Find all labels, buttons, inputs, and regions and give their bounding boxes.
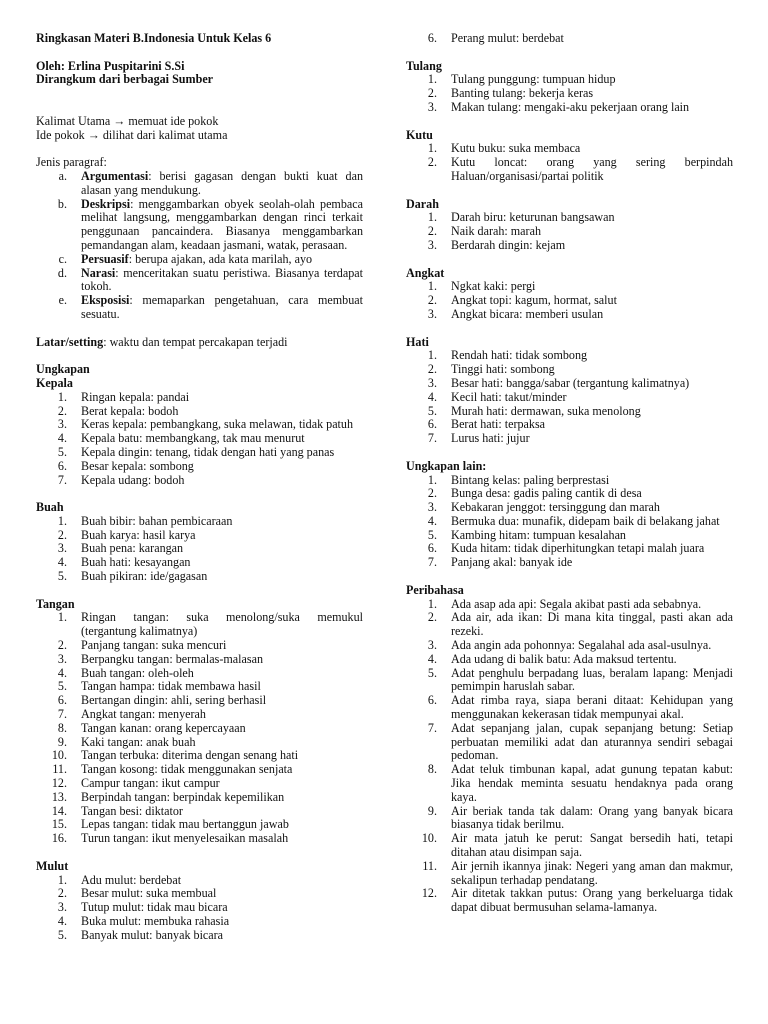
list-number: 2. <box>427 155 437 170</box>
section-heading: Ungkapan lain: <box>406 458 487 473</box>
list-text: Rendah hati: tidak sombong <box>451 348 588 363</box>
list-text: Kecil hati: takut/minder <box>451 389 567 404</box>
list-item <box>406 405 733 419</box>
list-text: Air ditetak takkan putus: Orang yang berkeluarga tidak dapat dibuat bermusuhan selama-lamanya. <box>451 886 733 915</box>
list-item <box>406 639 733 653</box>
list-item <box>406 529 733 543</box>
list-item <box>406 349 733 363</box>
list-number: 1. <box>427 210 437 225</box>
section-list <box>406 73 733 114</box>
list-number: 4. <box>57 914 67 928</box>
list-item <box>406 860 733 888</box>
list-text: Turun tangan: ikut menyelesaikan masalah <box>81 831 289 846</box>
left-sections <box>36 377 363 943</box>
list-number: 3. <box>57 900 67 915</box>
list-text: Keras kepala: pembangkang, suka melawan, tidak patuh <box>81 417 354 432</box>
paragraf-text: : berisi gagasan dengan bukti kuat dan alasan yang mendukung. <box>81 168 363 197</box>
list-text: Kutu buku: suka membaca <box>451 141 581 156</box>
latar-text: : waktu dan tempat percakapan terjadi <box>103 334 288 349</box>
list-number: 1. <box>427 348 437 363</box>
list-number: 7. <box>427 431 437 446</box>
list-item <box>36 418 363 432</box>
list-text: Naik darah: marah <box>451 224 541 239</box>
list-text: Kutu loncat: orang yang sering berpindah Haluan/organisasi/partai politik <box>451 155 733 183</box>
list-item <box>36 570 363 584</box>
section-heading: Buah <box>36 500 64 515</box>
list-text: Darah biru: keturunan bangsawan <box>451 210 615 225</box>
list-text: Adat rimba raya, siapa berani ditaat: Kehidupan yang menggunakan kekerasan tidak mempunyai akal. <box>451 693 733 722</box>
section-list <box>406 349 733 446</box>
list-number: 1. <box>427 279 437 294</box>
list-number: 5. <box>57 444 67 459</box>
list-text: Ringan kepala: pandai <box>81 389 190 404</box>
list-number: 1. <box>57 513 67 528</box>
list-item <box>36 749 363 763</box>
paragraf-text: : berupa ajakan, ada kata marilah, ayo <box>128 251 313 266</box>
list-text: Berat kepala: bodoh <box>81 403 179 418</box>
list-text: Berdarah dingin: kejam <box>451 237 566 252</box>
list-text: Ada udang di balik batu: Ada maksud tertentu. <box>451 651 677 666</box>
list-item <box>406 501 733 515</box>
list-item <box>36 611 363 639</box>
list-text: Adu mulut: berdebat <box>81 872 182 887</box>
list-number: 5. <box>57 679 67 694</box>
list-text: Bertangan dingin: ahli, sering berhasil <box>81 693 267 708</box>
list-text: Air mata jatuh ke perut: Sangat bersedih hati, tetapi ditahan atau disimpan saja. <box>451 831 733 860</box>
list-text: Makan tulang: mengaki-aku pekerjaan orang lain <box>451 99 690 114</box>
paragraf-term: Argumentasi <box>81 168 149 183</box>
list-text: Buka mulut: membuka rahasia <box>81 914 230 928</box>
list-text: Buah pena: karangan <box>81 541 184 556</box>
list-item <box>406 363 733 377</box>
list-number: 11. <box>52 762 67 777</box>
list-item <box>406 515 733 529</box>
list-item <box>406 211 733 225</box>
list-number: 9. <box>57 734 67 749</box>
paragraf-term: Persuasif <box>81 251 129 266</box>
list-text: Besar kepala: sombong <box>81 458 194 473</box>
list-item <box>406 73 733 87</box>
list-item <box>36 708 363 722</box>
list-item <box>406 763 733 804</box>
list-item <box>36 874 363 888</box>
document-title: Ringkasan Materi B.Indonesia Untuk Kelas 6 <box>36 31 272 45</box>
list-number: 3. <box>427 375 437 390</box>
list-text: Buah karya: hasil karya <box>81 527 196 542</box>
list-number: 5. <box>57 569 67 584</box>
list-number: 6. <box>427 31 437 45</box>
list-item <box>406 308 733 322</box>
list-text: Adat teluk timbunan kapal, adat gunung tepatan kabut: Jika hendak meminta sesuatu hendaknya pada orang kaya. <box>451 762 733 804</box>
list-number: 3. <box>427 237 437 252</box>
list-item <box>36 391 363 405</box>
list-item <box>36 901 363 915</box>
list-item <box>406 556 733 570</box>
list-number: 2. <box>427 486 437 501</box>
paragraf-term: Deskripsi <box>81 196 131 211</box>
list-item <box>36 929 363 943</box>
section-heading: Mulut <box>36 858 69 873</box>
list-number: 2. <box>57 527 67 542</box>
list-item <box>406 653 733 667</box>
paragraf-term: Eksposisi <box>81 293 130 308</box>
list-marker: b. <box>57 196 67 211</box>
list-number: 1. <box>427 596 437 611</box>
list-text: Kuda hitam: tidak diperhitungkan tetapi malah juara <box>451 541 705 556</box>
list-text: Banyak mulut: banyak bicara <box>81 927 224 942</box>
list-text: Tulang punggung: tumpuan hidup <box>451 72 616 87</box>
list-text: Air beriak tanda tak dalam: Orang yang banyak bicara biasanya tidak berilmu. <box>451 803 733 832</box>
list-item <box>36 667 363 681</box>
list-text: Kepala dingin: tenang, tidak dengan hati yang panas <box>81 444 335 459</box>
list-text: Buah hati: kesayangan <box>81 555 191 570</box>
list-number: 4. <box>57 665 67 680</box>
list-item <box>406 32 733 46</box>
list-number: 9. <box>427 803 437 818</box>
list-number: 1. <box>57 389 67 404</box>
paragraf-text: : menceritakan suatu peristiwa. Biasanya terdapat tokoh. <box>81 265 363 294</box>
ide-pokok-line: Ide pokok → dilihat dari kalimat utama <box>36 127 228 142</box>
kalimat-utama-line: Kalimat Utama → memuat ide pokok <box>36 113 219 128</box>
list-item <box>36 736 363 750</box>
list-item <box>36 639 363 653</box>
list-number: 1. <box>427 141 437 156</box>
list-number: 4. <box>57 431 67 446</box>
section-list <box>36 391 363 488</box>
list-number: 1. <box>57 872 67 887</box>
list-number: 2. <box>427 224 437 239</box>
list-item <box>406 805 733 833</box>
list-text: Ada angin ada pohonnya: Segalahal ada asal-usulnya. <box>451 638 712 653</box>
list-number: 2. <box>427 86 437 101</box>
list-number: 3. <box>57 651 67 666</box>
paragraf-list <box>36 170 363 322</box>
list-number: 7. <box>57 472 67 487</box>
list-number: 5. <box>57 927 67 942</box>
list-number: 14. <box>51 803 67 818</box>
list-item <box>406 611 733 639</box>
source-line: Dirangkum dari berbagai Sumber <box>36 72 214 87</box>
list-item <box>406 377 733 391</box>
list-text: Bunga desa: gadis paling cantik di desa <box>451 486 642 501</box>
section-heading: Tulang <box>406 58 442 73</box>
list-item <box>36 542 363 556</box>
paragraf-heading: Jenis paragraf: <box>36 155 107 170</box>
list-text: Buah bibir: bahan pembicaraan <box>81 513 233 528</box>
list-item <box>406 280 733 294</box>
left-column <box>36 32 363 943</box>
list-text: Ringan tangan: suka menolong/suka memukul (tergantung kalimatnya) <box>81 610 363 639</box>
list-number: 3. <box>57 541 67 556</box>
list-item <box>36 832 363 846</box>
list-number: 10. <box>421 831 437 846</box>
list-number: 6. <box>427 417 437 432</box>
list-text: Lurus hati: jujur <box>451 431 530 446</box>
list-item <box>36 405 363 419</box>
list-text: Buah pikiran: ide/gagasan <box>81 569 208 584</box>
paragraf-term: Narasi <box>81 265 116 280</box>
list-number: 15. <box>51 817 67 832</box>
list-number: 2. <box>57 638 67 653</box>
list-item <box>406 87 733 101</box>
list-item <box>406 474 733 488</box>
list-item <box>406 542 733 556</box>
mulut-continued-list <box>406 32 733 46</box>
list-item <box>406 598 733 612</box>
list-text: Berpangku tangan: bermalas-malasan <box>81 651 264 666</box>
list-number: 5. <box>427 403 437 418</box>
list-number: 5. <box>427 527 437 542</box>
list-item <box>406 142 733 156</box>
list-text: Ngkat kaki: pergi <box>451 279 536 294</box>
list-marker: c. <box>58 251 67 266</box>
list-text: Tangan kanan: orang kepercayaan <box>81 720 246 735</box>
list-text: Tangan hampa: tidak membawa hasil <box>81 679 261 694</box>
list-number: 2. <box>427 362 437 377</box>
paragraf-text: : memaparkan pengetahuan, cara membuat sesuatu. <box>81 293 363 321</box>
list-item <box>406 101 733 115</box>
list-item <box>406 487 733 501</box>
section-list <box>406 280 733 321</box>
list-item <box>36 887 363 901</box>
list-item <box>406 239 733 253</box>
list-marker: a. <box>58 168 67 183</box>
list-number: 8. <box>57 720 67 735</box>
list-text: Ada asap ada api: Segala akibat pasti ada sebabnya. <box>451 596 702 611</box>
list-text: Lepas tangan: tidak mau bertanggun jawab <box>81 817 289 832</box>
paragraf-item <box>36 294 363 322</box>
list-number: 5. <box>427 665 437 680</box>
right-column <box>406 32 733 915</box>
section-heading: Darah <box>406 196 439 211</box>
list-item <box>36 556 363 570</box>
list-text: Besar mulut: suka membual <box>81 886 217 901</box>
list-number: 10. <box>51 748 67 763</box>
section-heading: Kepala <box>36 375 73 390</box>
list-item <box>406 432 733 446</box>
list-text: Bermuka dua: munafik, didepam baik di belakang jahat <box>451 513 720 528</box>
ungkapan-heading: Ungkapan <box>36 362 90 377</box>
list-item <box>36 680 363 694</box>
list-text: Air jernih ikannya jinak: Negeri yang aman dan makmur, sekalipun terhadap pendatang. <box>451 858 733 887</box>
right-sections <box>406 60 733 915</box>
list-text: Besar hati: bangga/sabar (tergantung kalimatnya) <box>451 375 690 390</box>
list-number: 8. <box>427 762 437 777</box>
section-list <box>406 142 733 183</box>
list-number: 2. <box>57 403 67 418</box>
list-marker: e. <box>58 293 67 308</box>
list-item <box>36 432 363 446</box>
list-text: Tangan terbuka: diterima dengan senang hati <box>81 748 299 763</box>
list-item <box>36 915 363 929</box>
list-text: Banting tulang: bekerja keras <box>451 86 594 101</box>
list-text: Perang mulut: berdebat <box>451 31 564 45</box>
list-text: Bintang kelas: paling berprestasi <box>451 472 610 487</box>
list-item <box>36 818 363 832</box>
latar-line <box>36 336 363 350</box>
list-number: 1. <box>427 472 437 487</box>
list-number: 1. <box>57 610 67 625</box>
list-item <box>406 418 733 432</box>
list-number: 2. <box>427 610 437 625</box>
list-item <box>36 515 363 529</box>
list-text: Campur tangan: ikut campur <box>81 776 220 791</box>
section-list <box>406 474 733 571</box>
list-item <box>406 391 733 405</box>
paragraf-item <box>36 253 363 267</box>
section-list <box>36 611 363 846</box>
list-number: 6. <box>427 541 437 556</box>
list-item <box>406 887 733 915</box>
list-text: Panjang tangan: suka mencuri <box>81 638 227 653</box>
list-text: Angkat tangan: menyerah <box>81 707 206 722</box>
list-item <box>36 694 363 708</box>
list-number: 11. <box>422 858 437 873</box>
section-list <box>36 515 363 584</box>
list-item <box>36 791 363 805</box>
section-list <box>36 874 363 943</box>
list-text: Tutup mulut: tidak mau bicara <box>81 900 228 915</box>
list-number: 7. <box>427 720 437 735</box>
list-item <box>36 653 363 667</box>
list-number: 4. <box>427 513 437 528</box>
paragraf-item <box>36 170 363 198</box>
list-item <box>406 667 733 695</box>
author-line: Oleh: Erlina Puspitarini S.Si <box>36 58 185 73</box>
list-text: Kebakaran jenggot: tersinggung dan marah <box>451 500 660 515</box>
list-text: Berpindah tangan: berpindak kepemilikan <box>81 789 285 804</box>
list-text: Angkat topi: kagum, hormat, salut <box>451 293 617 308</box>
list-text: Kambing hitam: tumpuan kesalahan <box>451 527 626 542</box>
list-text: Angkat bicara: memberi usulan <box>451 306 604 321</box>
list-text: Buah tangan: oleh-oleh <box>81 665 194 680</box>
list-text: Kaki tangan: anak buah <box>81 734 196 749</box>
list-number: 7. <box>57 707 67 722</box>
list-item <box>406 832 733 860</box>
list-number: 3. <box>57 417 67 432</box>
list-text: Kepala batu: membangkang, tak mau menurut <box>81 431 305 446</box>
list-text: Panjang akal: banyak ide <box>451 555 573 570</box>
list-item <box>36 805 363 819</box>
list-number: 3. <box>427 638 437 653</box>
list-number: 4. <box>427 651 437 666</box>
list-text: Berat hati: terpaksa <box>451 417 546 432</box>
list-item <box>406 156 733 184</box>
list-text: Tinggi hati: sombong <box>451 362 555 377</box>
list-marker: d. <box>57 265 67 280</box>
list-number: 4. <box>427 389 437 404</box>
list-number: 4. <box>57 555 67 570</box>
list-text: Kepala udang: bodoh <box>81 472 185 487</box>
list-item <box>36 446 363 460</box>
list-number: 12. <box>421 886 437 901</box>
list-item <box>36 763 363 777</box>
list-number: 3. <box>427 306 437 321</box>
list-number: 1. <box>427 72 437 87</box>
list-item <box>36 777 363 791</box>
latar-term: Latar/setting <box>36 334 104 349</box>
list-text: Tangan kosong: tidak menggunakan senjata <box>81 762 293 777</box>
list-number: 2. <box>57 886 67 901</box>
section-heading: Tangan <box>36 596 75 611</box>
section-heading: Angkat <box>406 265 445 280</box>
list-text: Ada air, ada ikan: Di mana kita tinggal, pasti akan ada rezeki. <box>451 610 733 639</box>
list-item <box>36 460 363 474</box>
list-item <box>406 225 733 239</box>
list-item <box>36 474 363 488</box>
section-heading: Peribahasa <box>406 582 464 597</box>
list-item <box>406 294 733 308</box>
list-text: Murah hati: dermawan, suka menolong <box>451 403 641 418</box>
list-number: 2. <box>427 293 437 308</box>
list-text: Adat penghulu berpadang luas, beralam lapang: Menjadi pemimpin haruslah sabar. <box>451 665 733 694</box>
paragraf-text: : menggambarkan obyek seolah-olah pembaca melihat langsung, menggambarkan dengan rinci terkait penggunaan pancaindera. Biasanya menggambarkan pemandangan alam, keadaan jasmani, watak, perasaan. <box>81 196 363 252</box>
list-number: 12. <box>51 776 67 791</box>
section-heading: Kutu <box>406 127 433 142</box>
paragraf-item <box>36 198 363 253</box>
list-number: 3. <box>427 99 437 114</box>
list-item <box>36 722 363 736</box>
paragraf-item <box>36 267 363 295</box>
section-heading: Hati <box>406 334 429 349</box>
list-number: 7. <box>427 555 437 570</box>
list-text: Adat sepanjang jalan, cupak sepanjang betung: Setiap perbuatan memiliki adat dan aturannya sendiri sebagai pedoman. <box>451 720 733 763</box>
list-number: 13. <box>51 789 67 804</box>
section-list <box>406 598 733 915</box>
list-item <box>406 722 733 763</box>
list-item <box>406 694 733 722</box>
list-number: 3. <box>427 500 437 515</box>
list-number: 6. <box>427 693 437 708</box>
list-number: 16. <box>51 831 67 846</box>
list-number: 6. <box>57 458 67 473</box>
section-list <box>406 211 733 252</box>
list-text: Tangan besi: diktator <box>81 803 183 818</box>
list-item <box>36 529 363 543</box>
list-number: 6. <box>57 693 67 708</box>
